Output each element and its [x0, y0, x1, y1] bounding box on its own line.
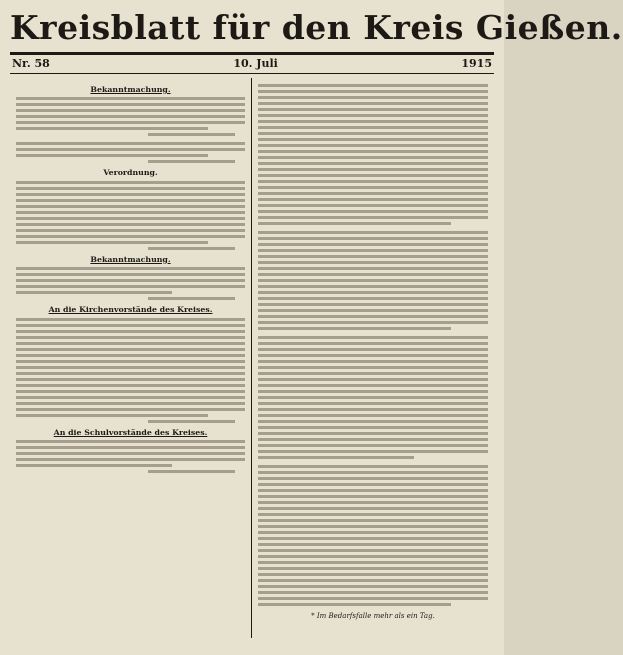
heading-notice-3: Bekanntmachung. [90, 254, 171, 264]
closing-note: * Im Bedarfsfalle mehr als ein Tag. [311, 612, 435, 620]
issue-rule-thin [10, 73, 494, 74]
text-columns [10, 78, 494, 638]
issue-row [10, 55, 494, 71]
right-text-list [258, 465, 488, 606]
notice-3-text [16, 267, 245, 300]
ordinance-text [16, 181, 245, 250]
church-boards-text [16, 318, 245, 423]
issue-year: 1915 [461, 56, 492, 70]
right-text-1 [258, 84, 488, 225]
school-boards-text [16, 440, 245, 473]
heading-ordinance: Verordnung. [103, 168, 158, 178]
right-column [252, 78, 494, 638]
masthead-title: Kreisblatt für den Kreis Gießen. [10, 8, 623, 47]
heading-notice-1: Bekanntmachung. [90, 85, 171, 94]
notice-1-text [16, 97, 245, 136]
right-text-3 [258, 336, 488, 459]
heading-school-boards: An die Schulvorstände des Kreises. [53, 427, 208, 437]
right-text-2 [258, 231, 488, 330]
heading-church-boards: An die Kirchenvorstände des Kreises. [48, 305, 213, 315]
issue-date: 10. Juli [233, 56, 278, 70]
left-column [10, 78, 252, 638]
issue-number: Nr. 58 [12, 56, 50, 70]
notice-2-text [16, 142, 245, 163]
